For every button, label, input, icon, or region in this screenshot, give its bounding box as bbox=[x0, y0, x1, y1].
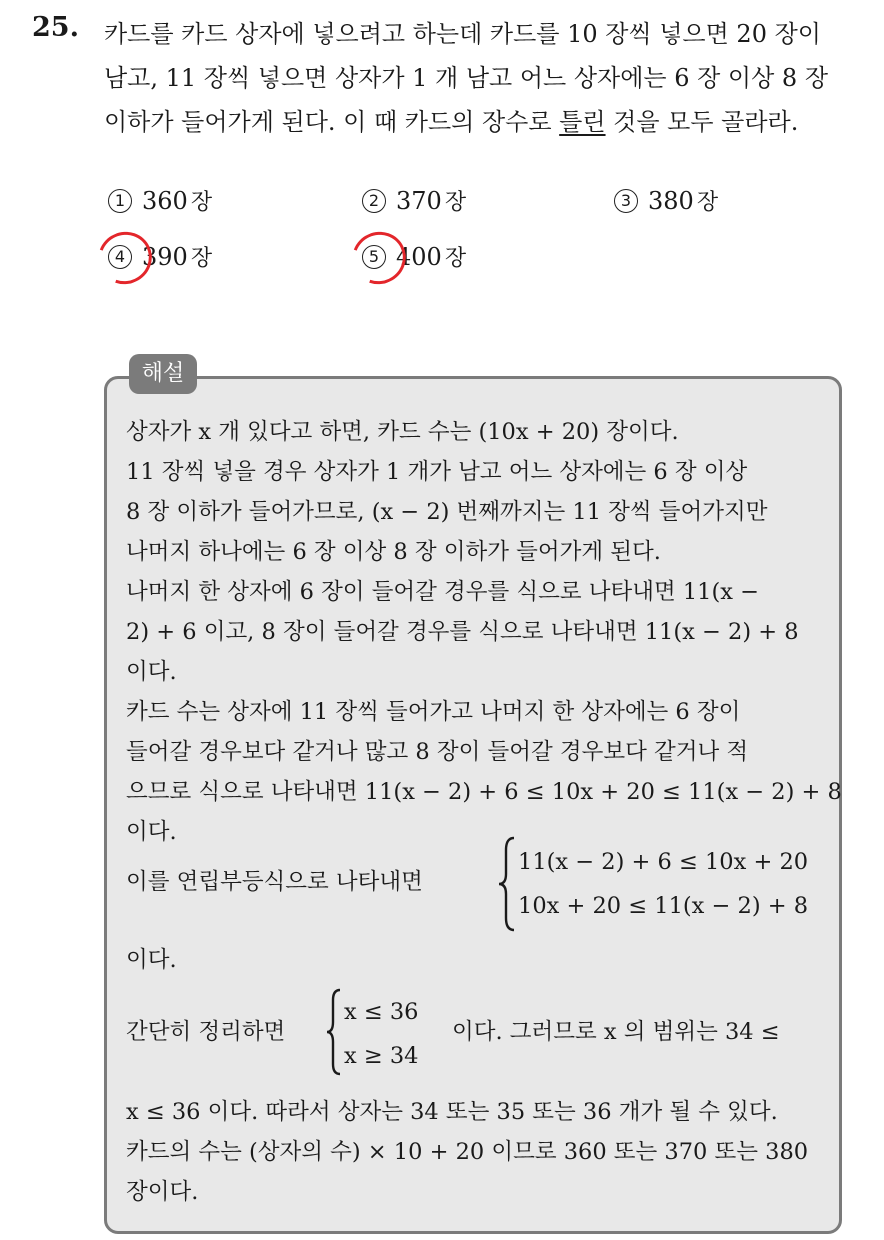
system-inequality-1: 11(x − 2) + 6 ≤ 10x + 20 bbox=[518, 849, 809, 875]
solution-line-11: 이다. bbox=[126, 819, 177, 845]
final-line-1: x ≤ 36 이다. 따라서 상자는 34 또는 35 또는 36 개가 될 수 있다. bbox=[126, 1099, 778, 1125]
underlined-word: 틀린 bbox=[559, 108, 606, 136]
choice-unit: 장 bbox=[444, 246, 467, 271]
choice-number-5: 5 bbox=[362, 245, 386, 269]
simplified-brace bbox=[324, 988, 344, 1076]
solution-line-3: 8 장 이하가 들어가므로, (x − 2) 번째까지는 11 장씩 들어가지만 bbox=[126, 499, 768, 525]
system-inequality-2: 10x + 20 ≤ 11(x − 2) + 8 bbox=[518, 893, 809, 919]
solution-line-4: 나머지 하나에는 6 장 이상 8 장 이하가 들어가게 된다. bbox=[126, 539, 661, 565]
solution-line-9: 들어갈 경우보다 같거나 많고 8 장이 들어갈 경우보다 같거나 적 bbox=[126, 739, 749, 765]
question-line-2: 남고, 11 장씩 넣으면 상자가 1 개 남고 어느 상자에는 6 장 이상 8 장 bbox=[104, 64, 829, 92]
choice-value: 380 bbox=[648, 187, 694, 215]
final-line-3: 장이다. bbox=[126, 1179, 199, 1205]
choice-unit: 장 bbox=[190, 246, 213, 271]
choice-1[interactable] bbox=[108, 186, 212, 218]
choice-value: 400 bbox=[396, 243, 442, 271]
choice-3[interactable] bbox=[614, 186, 718, 218]
question-line-3 bbox=[104, 100, 864, 144]
solution-line-7: 이다. bbox=[126, 659, 177, 685]
choice-2[interactable] bbox=[362, 186, 466, 218]
final-line-2: 카드의 수는 (상자의 수) × 10 + 20 이므로 360 또는 370 또는 380 bbox=[126, 1139, 809, 1165]
simplify-tail: 이다. 그러므로 x 의 범위는 34 ≤ bbox=[452, 1019, 780, 1045]
simplified-inequality-2: x ≥ 34 bbox=[344, 1043, 419, 1069]
question-text bbox=[104, 12, 864, 144]
choice-number-1: 1 bbox=[108, 189, 132, 213]
solution-line-6: 2) + 6 이고, 8 장이 들어갈 경우를 식으로 나타내면 11(x − 2) + 8 bbox=[126, 619, 799, 645]
red-answer-circle-4 bbox=[90, 223, 161, 293]
solution-line-10: 으므로 식으로 나타내면 11(x − 2) + 6 ≤ 10x + 20 ≤ 11(x − 2) + 8 bbox=[126, 779, 842, 805]
after-system: 이다. bbox=[126, 947, 177, 973]
solution-line-5: 나머지 한 상자에 6 장이 들어갈 경우를 식으로 나타내면 11(x − bbox=[126, 579, 759, 605]
choice-unit: 장 bbox=[190, 190, 213, 215]
solution-tag: 해설 bbox=[129, 354, 197, 394]
question-line-1: 카드를 카드 상자에 넣으려고 하는데 카드를 10 장씩 넣으면 20 장이 bbox=[104, 20, 821, 48]
system-intro: 이를 연립부등식으로 나타내면 bbox=[126, 869, 423, 895]
simplified-inequality-1: x ≤ 36 bbox=[344, 999, 419, 1025]
solution-line-8: 카드 수는 상자에 11 장씩 들어가고 나머지 한 상자에는 6 장이 bbox=[126, 699, 741, 725]
question-number: 25. bbox=[32, 12, 79, 43]
choice-number-4: 4 bbox=[108, 245, 132, 269]
solution-line-2: 11 장씩 넣을 경우 상자가 1 개가 남고 어느 상자에는 6 장 이상 bbox=[126, 459, 748, 485]
choice-value: 370 bbox=[396, 187, 442, 215]
question-line-3-head: 이하가 들어가게 된다. 이 때 카드의 장수로 bbox=[104, 108, 560, 136]
question-line-3-tail: 것을 모두 골라라. bbox=[605, 108, 799, 136]
choice-value: 390 bbox=[142, 243, 188, 271]
simplify-intro: 간단히 정리하면 bbox=[126, 1019, 286, 1045]
choice-number-2: 2 bbox=[362, 189, 386, 213]
choice-value: 360 bbox=[142, 187, 188, 215]
system-brace bbox=[496, 836, 518, 932]
red-answer-circle-5 bbox=[344, 223, 415, 293]
choice-unit: 장 bbox=[444, 190, 467, 215]
choice-unit: 장 bbox=[696, 190, 719, 215]
choice-number-3: 3 bbox=[614, 189, 638, 213]
solution-line-1: 상자가 x 개 있다고 하면, 카드 수는 (10x + 20) 장이다. bbox=[126, 419, 679, 445]
